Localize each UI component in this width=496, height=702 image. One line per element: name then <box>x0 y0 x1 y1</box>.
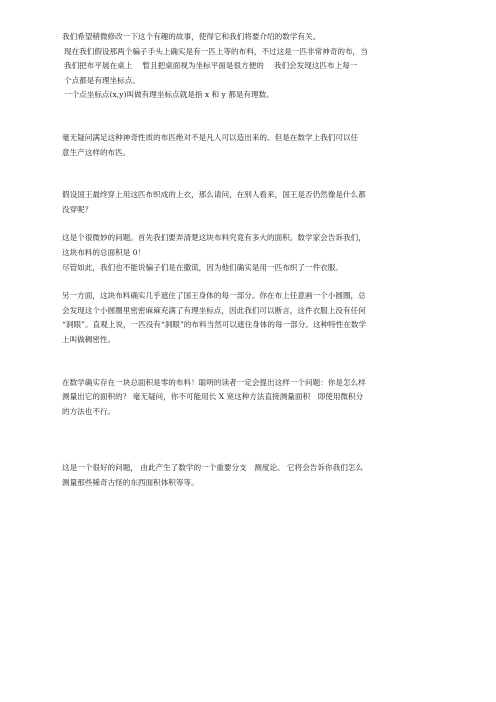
text-line: 我们希望稍微修改一下这个有趣的故事，使得它和我们将要介绍的数学有关。 <box>62 32 321 41</box>
paragraph-8 <box>62 461 434 490</box>
text-line: 测量那些稀奇古怪的东西面积体积等等。 <box>62 477 199 487</box>
paragraph-1 <box>62 30 434 45</box>
document-body <box>62 30 434 490</box>
text-line: 假设国王最终穿上用这匹布织成的上衣，那么请问，在别人看来，国王是否仍然像是什么都 <box>62 190 366 200</box>
text-line: 毫无疑问满足这种神奇性质的布匹绝对不是凡人可以造出来的。但是在数学上我们可以任 <box>62 132 359 142</box>
text-line: 上叫做稠密性。 <box>62 334 116 344</box>
paragraph-2 <box>62 45 434 103</box>
text-line: 的方法也不行。 <box>62 406 116 416</box>
text-line: 这块布料的总面积是 0！ <box>62 247 146 257</box>
text-line: 另一方面，这块布料确实几乎遮住了国王身体的每一部分。你在布上任意画一个小圆圈，总 <box>62 291 366 301</box>
text-line: 尽管如此，我们也不能说骗子们是在撒谎，因为他们确实是用一匹布织了一件衣服。 <box>62 262 343 272</box>
text-line: 这是一个很好的问题， 由此产生了数学的一个重要分支 测度论。 它将会告诉你我们怎么 <box>62 463 363 473</box>
text-line: “洞眼”。直观上说，一匹没有“洞眼”的布料当然可以遮住身体的每一部分。这种特性在数学 <box>62 320 367 330</box>
paragraph-5 <box>62 231 434 275</box>
paragraph-3 <box>62 131 434 160</box>
text-line: 现在我们假设那两个骗子手头上确实是有一匹上等的布料，不过这是一匹非常神奇的布，当 <box>64 46 368 56</box>
text-line: 意生产这样的布匹。 <box>62 147 131 157</box>
text-line: 会发现这个小圆圈里密密麻麻充满了有理坐标点，因此我们可以断言，这件衣服上没有任何 <box>62 305 366 315</box>
text-line: 我们把布平展在桌上 暂且把桌面视为坐标平面是很方便的 我们会发现这匹布上每一 <box>64 61 358 71</box>
text-line: 在数学确实存在一块总面积是零的布料！聪明的读者一定会提出这样一个问题：你是怎么样 <box>62 377 366 387</box>
text-line: 这是个很微妙的问题。首先我们要弄清楚这块布料究竟有多大的面积。数学家会告诉我们， <box>62 233 366 243</box>
paragraph-6 <box>62 289 434 347</box>
text-line: 没穿呢？ <box>62 204 93 214</box>
text-line: 一个点坐标点(x,y)叫做有理坐标点就是指 x 和 y 都是有理数。 <box>64 90 274 100</box>
paragraph-7 <box>62 376 434 420</box>
paragraph-4 <box>62 188 434 217</box>
text-line: 个点都是有理坐标点。 <box>64 75 140 85</box>
text-line: 测量出它的面积的？ 毫无疑问，你不可能用长 X 宽这种方法直接测量面积 即使用微积分 <box>62 392 364 402</box>
